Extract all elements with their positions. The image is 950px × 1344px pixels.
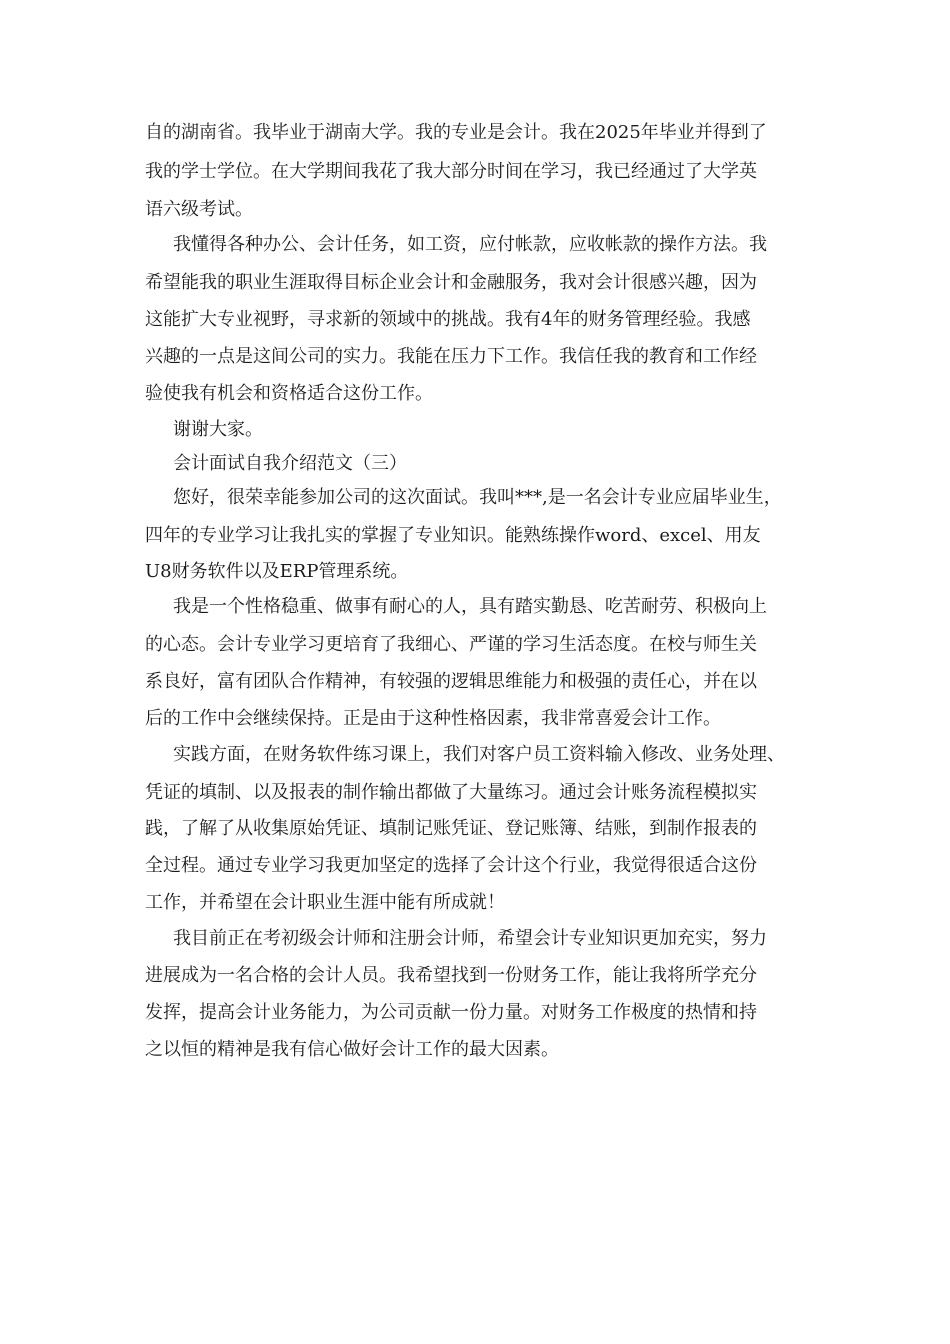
text-line: 自的湖南省。我毕业于湖南大学。我的专业是会计。我在2025年毕业并得到了 [145, 122, 767, 143]
text-line: 验使我有机会和资格适合这份工作。 [145, 383, 433, 404]
text-line: 凭证的填制、以及报表的制作输出都做了大量练习。通过会计账务流程模拟实 [145, 782, 757, 803]
text-line: 我懂得各种办公、会计任务，如工资，应付帐款，应收帐款的操作方法。我 [173, 234, 767, 255]
text-line: 后的工作中会继续保持。正是由于这种性格因素，我非常喜爱会计工作。 [145, 708, 721, 729]
text-line: 进展成为一名合格的会计人员。我希望找到一份财务工作，能让我将所学充分 [145, 965, 757, 986]
text-line: 谢谢大家。 [173, 419, 263, 440]
text-line: 的心态。会计专业学习更培育了我细心、严谨的学习生活态度。在校与师生关 [145, 634, 757, 655]
text-line: 之以恒的精神是我有信心做好会计工作的最大因素。 [145, 1039, 559, 1060]
text-line: 我是一个性格稳重、做事有耐心的人，具有踏实勤恳、吃苦耐劳、积极向上 [173, 596, 767, 617]
text-line: 践，了解了从收集原始凭证、填制记账凭证、登记账簿、结账，到制作报表的 [145, 818, 757, 839]
text-line: 实践方面，在财务软件练习课上，我们对客户员工资料输入修改、业务处理、 [173, 744, 785, 765]
text-line: 工作，并希望在会计职业生涯中能有所成就！ [145, 892, 505, 913]
text-line: 系良好，富有团队合作精神，有较强的逻辑思维能力和极强的责任心，并在以 [145, 671, 757, 692]
text-line: U8财务软件以及ERP管理系统。 [145, 561, 409, 582]
text-line: 兴趣的一点是这间公司的实力。我能在压力下工作。我信任我的教育和工作经 [145, 346, 757, 367]
text-line: 希望能我的职业生涯取得目标企业会计和金融服务，我对会计很感兴趣，因为 [145, 272, 757, 293]
text-line: 这能扩大专业视野，寻求新的领域中的挑战。我有4年的财务管理经验。我感 [145, 309, 751, 330]
section-heading: 会计面试自我介绍范文（三） [173, 453, 407, 474]
text-line: 您好，很荣幸能参加公司的这次面试。我叫***,是一名会计专业应届毕业生， [173, 487, 782, 508]
text-line: 全过程。通过专业学习我更加坚定的选择了会计这个行业，我觉得很适合这份 [145, 855, 757, 876]
text-line: 我的学士学位。在大学期间我花了我大部分时间在学习，我已经通过了大学英 [145, 161, 757, 182]
text-line: 语六级考试。 [145, 199, 253, 220]
text-line: 发挥，提高会计业务能力，为公司贡献一份力量。对财务工作极度的热情和持 [145, 1002, 757, 1023]
text-line: 我目前正在考初级会计师和注册会计师，希望会计专业知识更加充实，努力 [173, 928, 767, 949]
text-line: 四年的专业学习让我扎实的掌握了专业知识。能熟练操作word、excel、用友 [145, 525, 761, 546]
